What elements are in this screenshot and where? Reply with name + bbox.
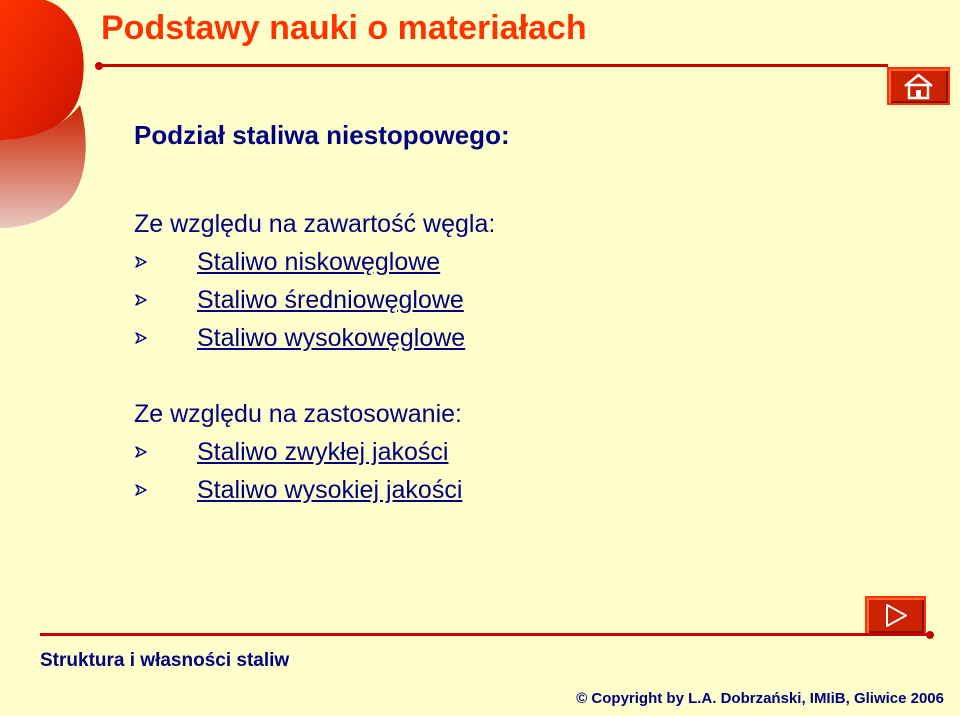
link-staliwo-zwyklej-jakosci[interactable]: Staliwo zwykłej jakości bbox=[197, 438, 449, 466]
footer-rule-dot bbox=[926, 631, 934, 639]
list-item bbox=[134, 436, 634, 468]
decorative-swoosh bbox=[0, 0, 110, 240]
arrow-bullet-icon bbox=[134, 331, 148, 345]
copyright-notice: © Copyright by L.A. Dobrzański, IMIiB, Gliwice 2006 bbox=[576, 690, 944, 707]
home-button[interactable] bbox=[887, 67, 950, 105]
link-staliwo-sredniowegolwe[interactable]: Staliwo średniowęglowe bbox=[197, 286, 464, 314]
footer-rule bbox=[40, 633, 927, 636]
category-label-carbon-content: Ze względu na zawartość węgla: bbox=[134, 210, 496, 238]
category-label-application: Ze względu na zastosowanie: bbox=[134, 400, 462, 428]
header-rule bbox=[100, 64, 888, 67]
list-item bbox=[134, 474, 634, 506]
list-item bbox=[134, 246, 634, 278]
list-item bbox=[134, 322, 634, 354]
next-slide-button[interactable] bbox=[865, 596, 926, 635]
slide-title: Podstawy nauki o materiałach bbox=[101, 9, 587, 47]
footer-title: Struktura i własności staliw bbox=[40, 650, 290, 671]
link-staliwo-wysokiej-jakosci[interactable]: Staliwo wysokiej jakości bbox=[197, 476, 463, 504]
play-forward-icon bbox=[867, 598, 924, 633]
list-item bbox=[134, 284, 634, 316]
home-icon bbox=[889, 69, 948, 103]
link-staliwo-wysokoweglowe[interactable]: Staliwo wysokowęglowe bbox=[197, 324, 466, 352]
arrow-bullet-icon bbox=[134, 255, 148, 269]
link-staliwo-niskoweglowe[interactable]: Staliwo niskowęglowe bbox=[197, 248, 441, 276]
arrow-bullet-icon bbox=[134, 445, 148, 459]
arrow-bullet-icon bbox=[134, 293, 148, 307]
section-heading: Podział staliwa niestopowego: bbox=[134, 120, 510, 150]
arrow-bullet-icon bbox=[134, 483, 148, 497]
